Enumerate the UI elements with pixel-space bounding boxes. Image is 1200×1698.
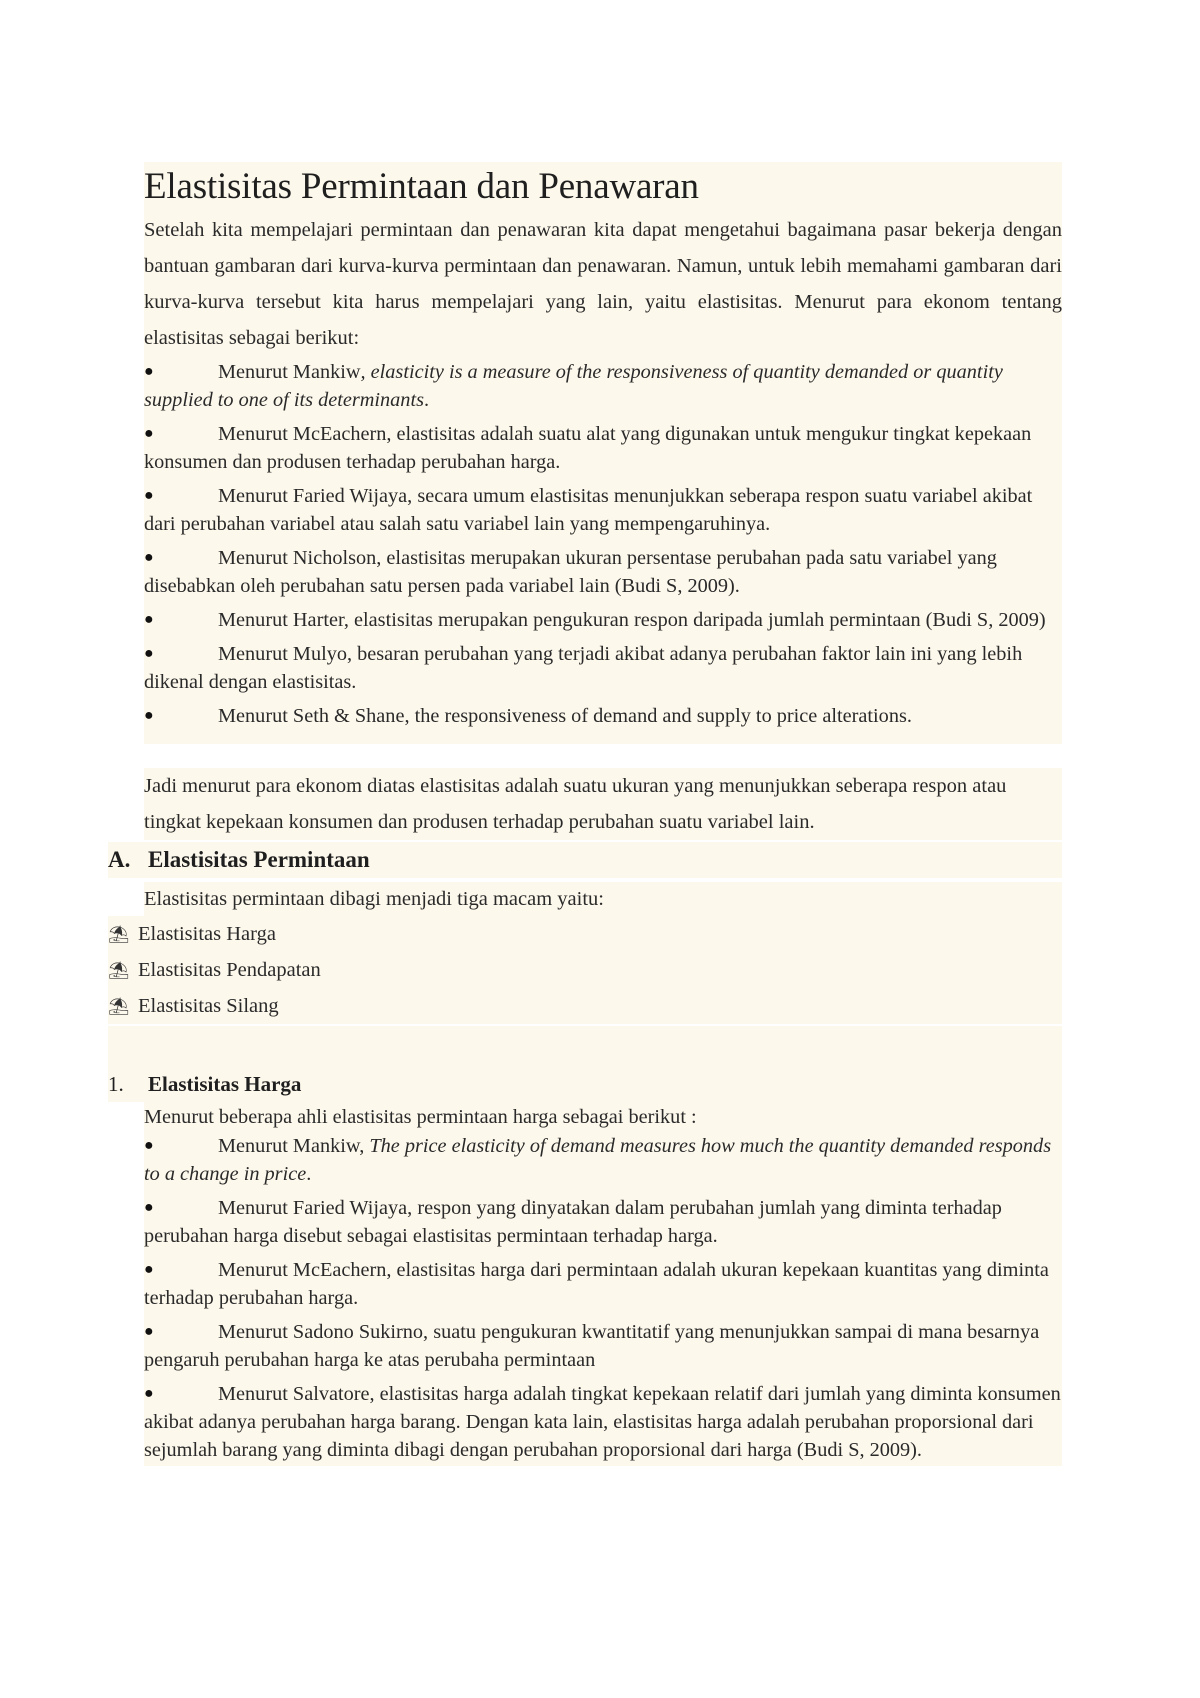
definition-text: Menurut Seth & Shane, the responsiveness of demand and supply to price alterations. [218, 705, 912, 727]
subsection-heading-block [108, 1066, 1062, 1102]
bullet-icon: ● [144, 1261, 154, 1278]
umbrella-icon: ⛱ [108, 961, 130, 980]
bullet-icon: ● [144, 425, 154, 442]
list-item [144, 606, 1062, 634]
list-item [144, 640, 1062, 696]
definition-text: Menurut Harter, elastisitas merupakan pengukuran respon daripada jumlah permintaan (Budi S, 2009) [218, 609, 1046, 631]
definition-text: Menurut Faried Wijaya, secara umum elastisitas menunjukkan seberapa respon suatu variabel akibat dari perubahan variabel atau salah satu variabel lain yang mempengaruhinya. [144, 485, 1033, 535]
list-item [144, 358, 1062, 414]
type-label: Elastisitas Harga [138, 923, 276, 945]
section-a-intro: Elastisitas permintaan dibagi menjadi tiga macam yaitu: [144, 882, 1062, 916]
list-item [108, 916, 1062, 952]
list-item [144, 482, 1062, 538]
title-block [144, 162, 1062, 212]
bullet-icon: ● [144, 363, 154, 380]
definition-text: Menurut Sadono Sukirno, suatu pengukuran kwantitatif yang menunjukkan sampai di mana besarnya pengaruh perubahan harga ke atas perubaha permintaan [144, 1321, 1040, 1371]
definition-text: Menurut Mankiw [218, 361, 361, 383]
list-item [144, 1132, 1062, 1188]
subsection-intro: Menurut beberapa ahli elastisitas permintaan harga sebagai berikut : [144, 1102, 1062, 1132]
list-item [108, 952, 1062, 988]
definition-text: Menurut Salvatore, elastisitas harga adalah tingkat kepekaan relatif dari jumlah yang diminta konsumen akibat adanya perubahan harga barang. Dengan kata lain, elastisitas harga adalah perubahan proporsional dari sejumlah barang yang diminta dibagi dengan perubahan proporsional dari harga (Budi S, 2009). [144, 1383, 1061, 1461]
list-item [144, 1380, 1062, 1464]
bullet-icon: ● [144, 1199, 154, 1216]
list-item [144, 1194, 1062, 1250]
definitions-list [144, 358, 1062, 744]
definition-text: Menurut Mulyo, besaran perubahan yang terjadi akibat adanya perubahan faktor lain ini yang lebih dikenal dengan elastisitas. [144, 643, 1023, 693]
definition-text: Menurut McEachern, elastisitas harga dari permintaan adalah ukuran kepekaan kuantitas yang diminta terhadap perubahan harga. [144, 1259, 1049, 1309]
spacer [108, 1026, 1062, 1066]
price-definitions-list [144, 1132, 1062, 1466]
bullet-icon: ● [144, 1385, 154, 1402]
section-title: Elastisitas Permintaan [148, 847, 370, 872]
list-item [144, 1318, 1062, 1374]
bullet-icon: ● [144, 549, 154, 566]
section-a-heading-block [108, 842, 1062, 878]
section-heading [108, 842, 1062, 878]
bullet-icon: ● [144, 707, 154, 724]
bullet-icon: ● [144, 611, 154, 628]
subsection-heading [108, 1066, 1062, 1102]
subsection-number: 1. [108, 1072, 124, 1096]
page-title: Elastisitas Permintaan dan Penawaran [144, 166, 699, 207]
list-item [144, 1256, 1062, 1312]
definition-quote: , elasticity is a measure of the responsiveness of quantity demanded or quantity supplied to one of its determinants [144, 361, 1003, 411]
definition-tail: . [306, 1163, 312, 1185]
definition-quote: The price elasticity of demand measures how much the quantity demanded responds to a change in price [144, 1135, 1052, 1185]
definition-text: Menurut Mankiw, [218, 1135, 370, 1157]
definition-text: Menurut McEachern, elastisitas adalah suatu alat yang digunakan untuk mengukur tingkat kepekaan konsumen dan produsen terhadap perubahan harga. [144, 423, 1032, 473]
bullet-icon: ● [144, 645, 154, 662]
type-label: Elastisitas Silang [138, 995, 279, 1017]
umbrella-icon: ⛱ [108, 997, 130, 1016]
bullet-icon: ● [144, 1323, 154, 1340]
definition-text: Menurut Nicholson, elastisitas merupakan ukuran persentase perubahan pada satu variabel yang disebabkan oleh perubahan satu persen pada variabel lain (Budi S, 2009). [144, 547, 997, 597]
type-label: Elastisitas Pendapatan [138, 959, 321, 981]
conclusion-paragraph: Jadi menurut para ekonom diatas elastisitas adalah suatu ukuran yang menunjukkan seberapa respon atau tingkat kepekaan konsumen dan produsen terhadap perubahan suatu variabel lain. [144, 768, 1062, 840]
list-item [144, 544, 1062, 600]
definition-tail: . [423, 389, 430, 411]
subsection-title: Elastisitas Harga [148, 1072, 302, 1096]
section-number: A. [108, 847, 131, 872]
intro-paragraph: Setelah kita mempelajari permintaan dan penawaran kita dapat mengetahui bagaimana pasar bekerja dengan bantuan gambaran dari kurva-kurva permintaan dan penawaran. Namun, untuk lebih memahami gambaran dari kurva-kurva tersebut kita harus mempelajari yang lain, yaitu elastisitas. Menurut para ekonom tentang elastisitas sebagai berikut: [144, 212, 1062, 358]
list-item [108, 988, 1062, 1024]
list-item [144, 420, 1062, 476]
definition-text: Menurut Faried Wijaya, respon yang dinyatakan dalam perubahan jumlah yang diminta terhadap perubahan harga disebut sebagai elastisitas permintaan terhadap harga. [144, 1197, 1002, 1247]
bullet-icon: ● [144, 487, 154, 504]
umbrella-icon: ⛱ [108, 925, 130, 944]
bullet-icon: ● [144, 1137, 154, 1154]
list-item [144, 702, 1062, 730]
